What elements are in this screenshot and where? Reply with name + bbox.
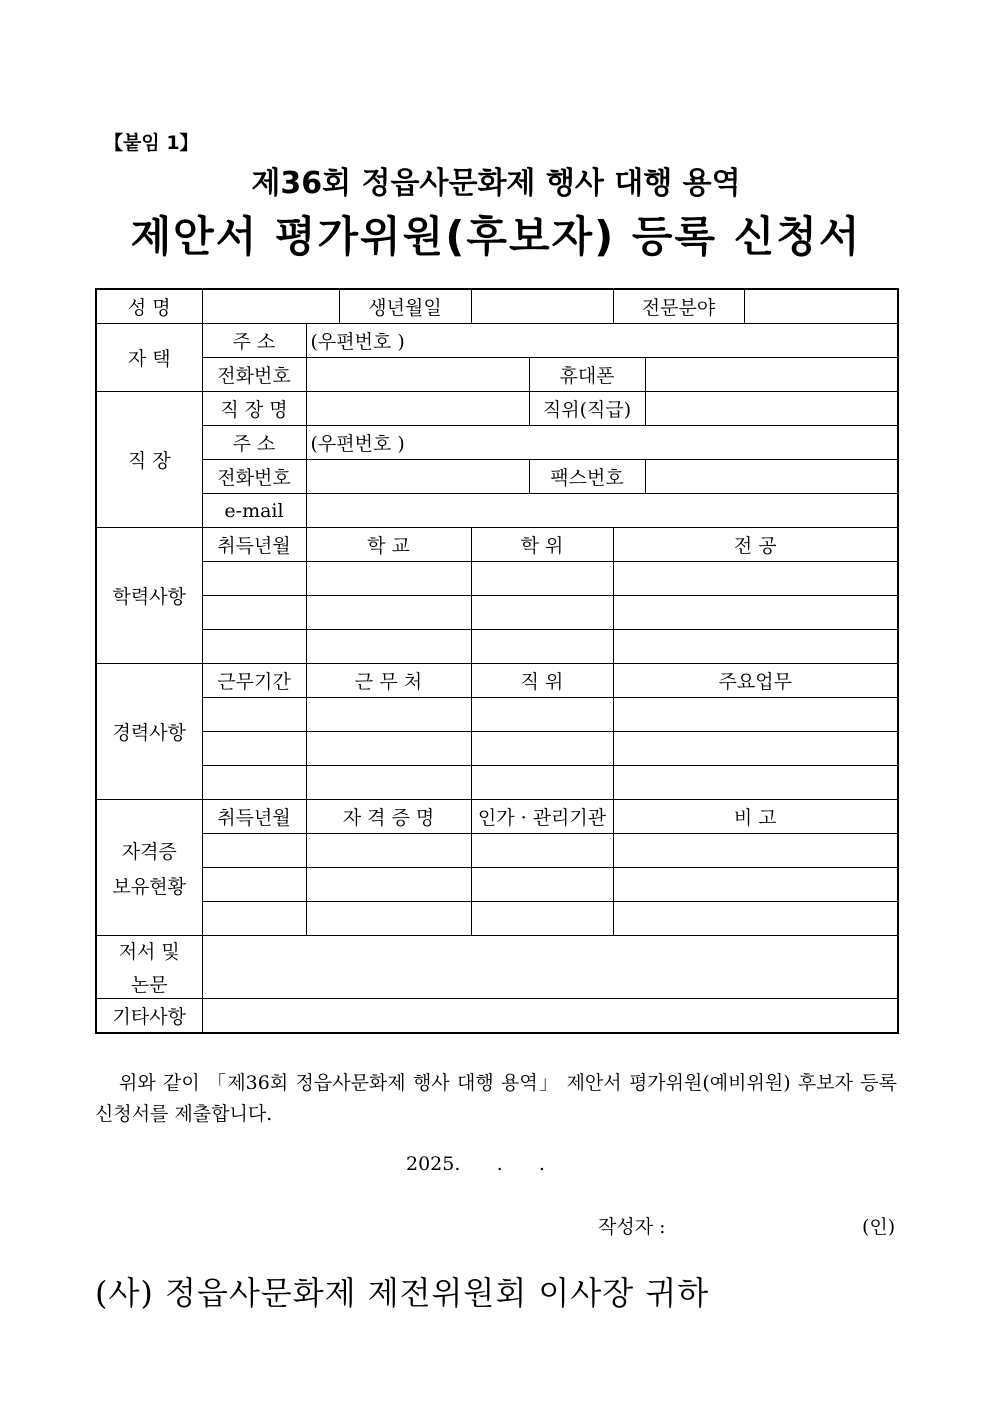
education-row	[96, 596, 898, 630]
field-value[interactable]	[744, 289, 898, 324]
cert-label	[96, 800, 202, 936]
name-row	[96, 289, 898, 324]
career-row	[96, 732, 898, 766]
education-row	[96, 562, 898, 596]
company-label: 직 장 명	[202, 392, 306, 426]
career-cell[interactable]	[471, 766, 613, 800]
cert-cell[interactable]	[613, 834, 898, 868]
work-address-row	[96, 426, 898, 460]
publication-label	[96, 936, 202, 999]
career-header: 근 무 처	[306, 664, 471, 698]
education-header: 학 위	[471, 528, 613, 562]
cert-row	[96, 834, 898, 868]
career-cell[interactable]	[306, 732, 471, 766]
career-cell[interactable]	[613, 766, 898, 800]
education-cell[interactable]	[613, 562, 898, 596]
cert-cell[interactable]	[306, 868, 471, 902]
education-header-row	[96, 528, 898, 562]
cert-label-line-1: 자격증	[121, 840, 177, 863]
cert-header: 비 고	[613, 800, 898, 834]
career-cell[interactable]	[306, 698, 471, 732]
birth-label: 생년월일	[339, 289, 471, 324]
title-line-1: 제36회 정읍사문화제 행사 대행 용역	[251, 166, 741, 201]
addressee-line: (사) 정읍사문화제 제전위원회 이사장 귀하	[95, 1274, 710, 1312]
education-cell[interactable]	[471, 596, 613, 630]
publication-row	[96, 936, 898, 999]
position-field[interactable]	[645, 392, 898, 426]
home-address-field[interactable]: (우편번호 )	[306, 324, 898, 358]
cert-cell[interactable]	[202, 868, 306, 902]
company-row	[96, 392, 898, 426]
publication-field[interactable]	[202, 936, 898, 999]
education-cell[interactable]	[306, 596, 471, 630]
career-row	[96, 766, 898, 800]
career-cell[interactable]	[202, 732, 306, 766]
cert-cell[interactable]	[202, 834, 306, 868]
date-line: 2025. . .	[406, 1153, 545, 1175]
fax-field[interactable]	[645, 460, 898, 494]
career-header-row	[96, 664, 898, 698]
education-label: 학력사항	[96, 528, 202, 664]
work-label: 직 장	[96, 392, 202, 528]
education-cell[interactable]	[471, 630, 613, 664]
home-phone-field[interactable]	[306, 358, 529, 392]
education-header: 전 공	[613, 528, 898, 562]
other-row	[96, 999, 898, 1034]
writer-label: 작성자 :	[598, 1216, 666, 1238]
work-phone-label: 전화번호	[202, 460, 306, 494]
education-header: 취득년월	[202, 528, 306, 562]
cert-cell[interactable]	[202, 902, 306, 936]
other-field[interactable]	[202, 999, 898, 1034]
cert-cell[interactable]	[613, 868, 898, 902]
home-phone-row	[96, 358, 898, 392]
cert-cell[interactable]	[306, 902, 471, 936]
mobile-field[interactable]	[645, 358, 898, 392]
career-cell[interactable]	[306, 766, 471, 800]
other-label: 기타사항	[96, 999, 202, 1034]
career-cell[interactable]	[471, 698, 613, 732]
cert-header: 인가 · 관리기관	[471, 800, 613, 834]
birth-field[interactable]	[471, 289, 613, 324]
cert-cell[interactable]	[471, 902, 613, 936]
cert-cell[interactable]	[613, 902, 898, 936]
education-cell[interactable]	[613, 596, 898, 630]
seal-label: (인)	[862, 1216, 896, 1238]
career-cell[interactable]	[613, 732, 898, 766]
home-address-row	[96, 324, 898, 358]
career-cell[interactable]	[202, 766, 306, 800]
cert-row	[96, 902, 898, 936]
name-label: 성 명	[96, 289, 202, 324]
application-form-table	[95, 288, 899, 1034]
company-field[interactable]	[306, 392, 529, 426]
publication-label-line-1: 저서 및	[118, 941, 180, 963]
email-label: e-mail	[202, 494, 306, 528]
fax-label: 팩스번호	[529, 460, 645, 494]
statement-text: 위와 같이 「제36회 정읍사문화제 행사 대행 용역」 제안서 평가위원(예비위원) 후보자 등록 신청서를 제출합니다.	[95, 1072, 897, 1125]
cert-cell[interactable]	[471, 834, 613, 868]
education-cell[interactable]	[306, 562, 471, 596]
home-address-label: 주 소	[202, 324, 306, 358]
career-cell[interactable]	[613, 698, 898, 732]
education-cell[interactable]	[306, 630, 471, 664]
career-label: 경력사항	[96, 664, 202, 800]
work-phone-field[interactable]	[306, 460, 529, 494]
cert-cell[interactable]	[471, 868, 613, 902]
email-row	[96, 494, 898, 528]
publication-label-line-2: 논문	[130, 974, 168, 996]
education-cell[interactable]	[202, 596, 306, 630]
work-phone-row	[96, 460, 898, 494]
cert-row	[96, 868, 898, 902]
education-row	[96, 630, 898, 664]
education-cell[interactable]	[202, 562, 306, 596]
career-cell[interactable]	[471, 732, 613, 766]
cert-cell[interactable]	[306, 834, 471, 868]
education-cell[interactable]	[202, 630, 306, 664]
career-cell[interactable]	[202, 698, 306, 732]
cert-label-line-2: 보유현황	[112, 875, 186, 898]
career-header: 직 위	[471, 664, 613, 698]
cert-header-row	[96, 800, 898, 834]
mobile-label: 휴대폰	[529, 358, 645, 392]
title-line-2: 제안서 평가위원(후보자) 등록 신청서	[130, 212, 862, 261]
career-header: 근무기간	[202, 664, 306, 698]
field-label: 전문분야	[613, 289, 744, 324]
home-phone-label: 전화번호	[202, 358, 306, 392]
education-cell[interactable]	[613, 630, 898, 664]
email-field[interactable]	[306, 494, 898, 528]
cert-header: 취득년월	[202, 800, 306, 834]
name-field[interactable]	[202, 289, 339, 324]
home-label: 자 택	[96, 324, 202, 392]
education-header: 학 교	[306, 528, 471, 562]
position-label: 직위(직급)	[529, 392, 645, 426]
education-cell[interactable]	[471, 562, 613, 596]
career-row	[96, 698, 898, 732]
cert-header: 자 격 증 명	[306, 800, 471, 834]
work-address-label: 주 소	[202, 426, 306, 460]
work-address-field[interactable]: (우편번호 )	[306, 426, 898, 460]
attachment-label: 【붙임 1】	[104, 132, 199, 154]
career-header: 주요업무	[613, 664, 898, 698]
